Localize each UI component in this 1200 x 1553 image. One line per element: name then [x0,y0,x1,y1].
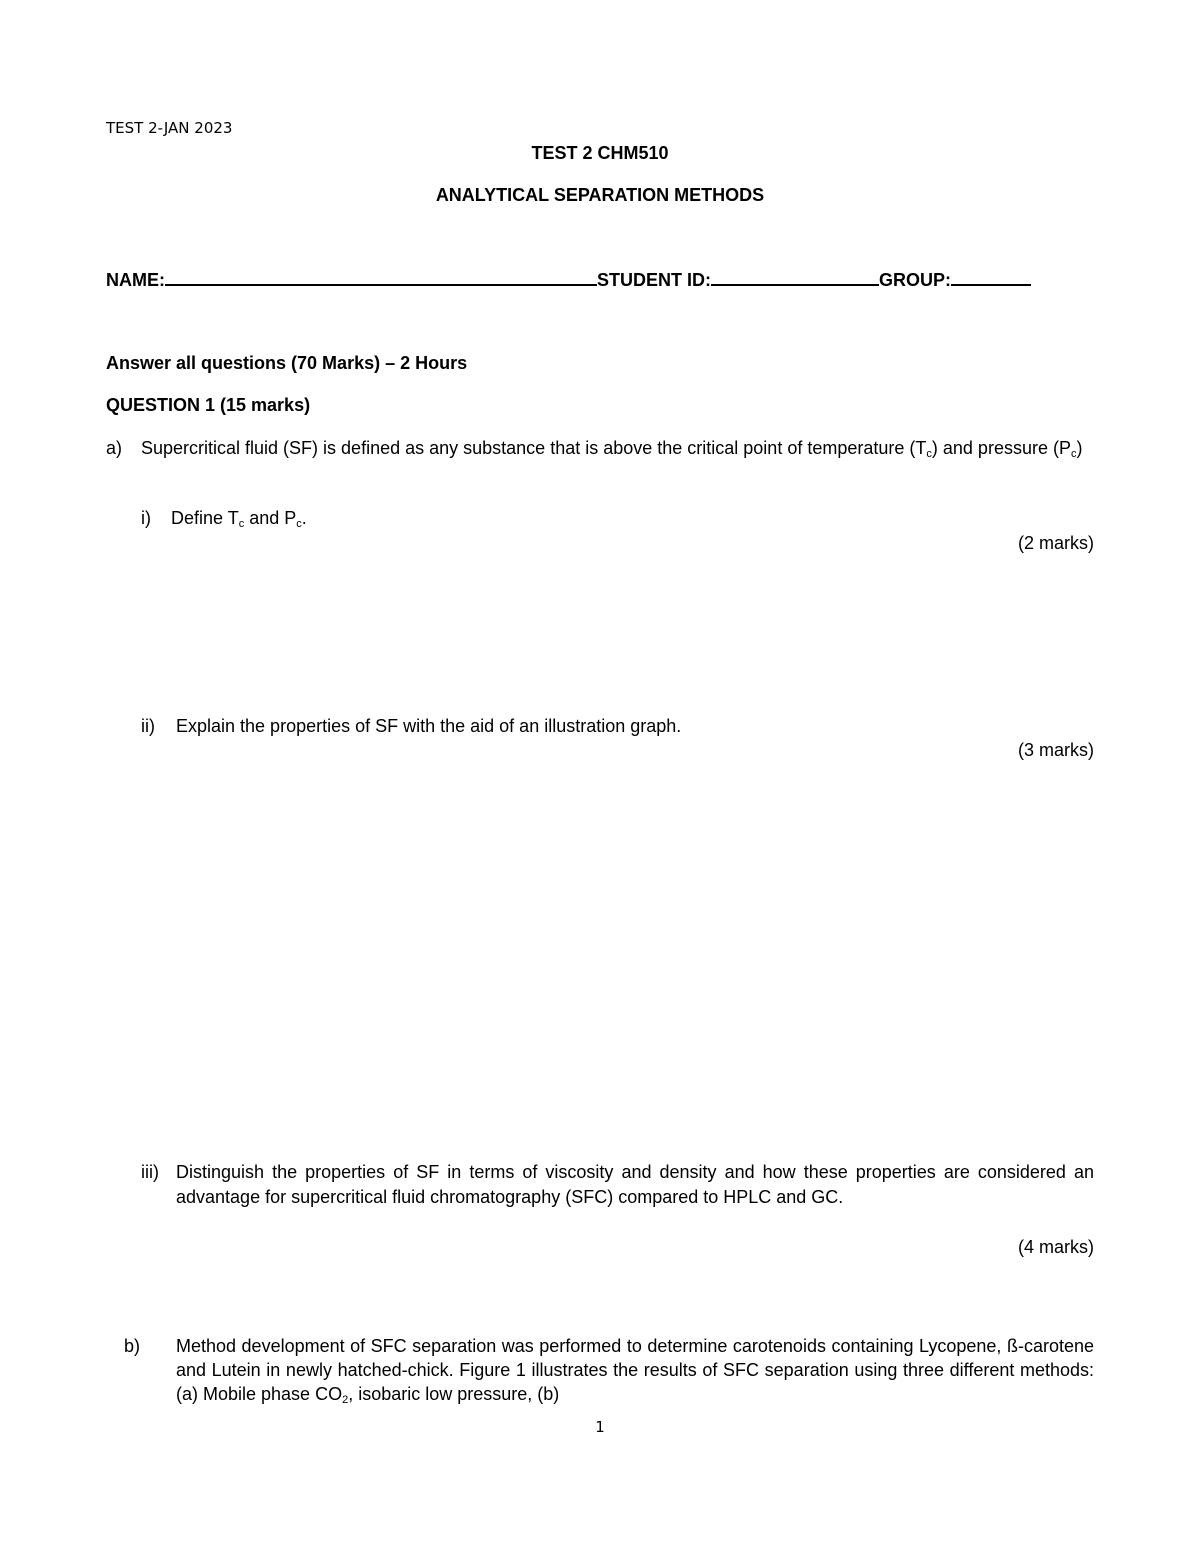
item-iii-marks: (4 marks) [1018,1237,1094,1257]
item-ii-label: ii) [141,716,155,736]
part-b-text: Method development of SFC separation was performed to determine carotenoids containing Lycopene, ß-carotene and Lutein in newly hatched-chick. Figure 1 illustrates the results of SFC separation using three different methods: (a) Mobile phase $CO_2$, isobaric low pressure, (b) [176,1336,1094,1406]
part-a-text-line2: $(T_c)$ and pressure $(P_c)$ [909,438,1083,460]
part-a-label: a) [106,438,123,458]
item-i-marks: (2 marks) [1018,533,1094,553]
page-number: 1 [595,1418,605,1436]
group-label: GROUP: [879,270,951,290]
instructions: Answer all questions (70 Marks) – 2 Hours [106,353,468,373]
part-a-text [141,436,1094,460]
group-blank[interactable] [951,268,1031,286]
item-i-text: Define $T_c$ and $P_c$. [171,508,307,530]
part-a-text-line1: Supercritical fluid (SF) is defined as any substance that is above the critical point of temperature [141,438,905,458]
part-b-label: b) [124,1336,141,1356]
test-title: TEST 2 CHM510 [531,143,669,163]
document-header-tag: TEST 2-JAN 2023 [106,119,233,137]
name-blank[interactable] [165,268,597,286]
item-iii-label: iii) [141,1162,159,1182]
item-i-label: i) [141,508,151,528]
item-ii-marks: (3 marks) [1018,740,1094,760]
student-id-label: STUDENT ID: [597,270,711,290]
question-1-heading: QUESTION 1 (15 marks) [106,395,311,415]
name-label: NAME: [106,270,165,290]
item-ii-text: Explain the properties of SF with the aid of an illustration graph. [176,716,682,736]
item-iii-text: Distinguish the properties of SF in terms of viscosity and density and how these properties are considered an advantage for supercritical fluid chromatography (SFC) compared to HPLC and GC. [176,1162,1094,1207]
student-info-fields [106,268,1031,291]
student-id-blank[interactable] [711,268,879,286]
course-subtitle: ANALYTICAL SEPARATION METHODS [435,185,765,205]
